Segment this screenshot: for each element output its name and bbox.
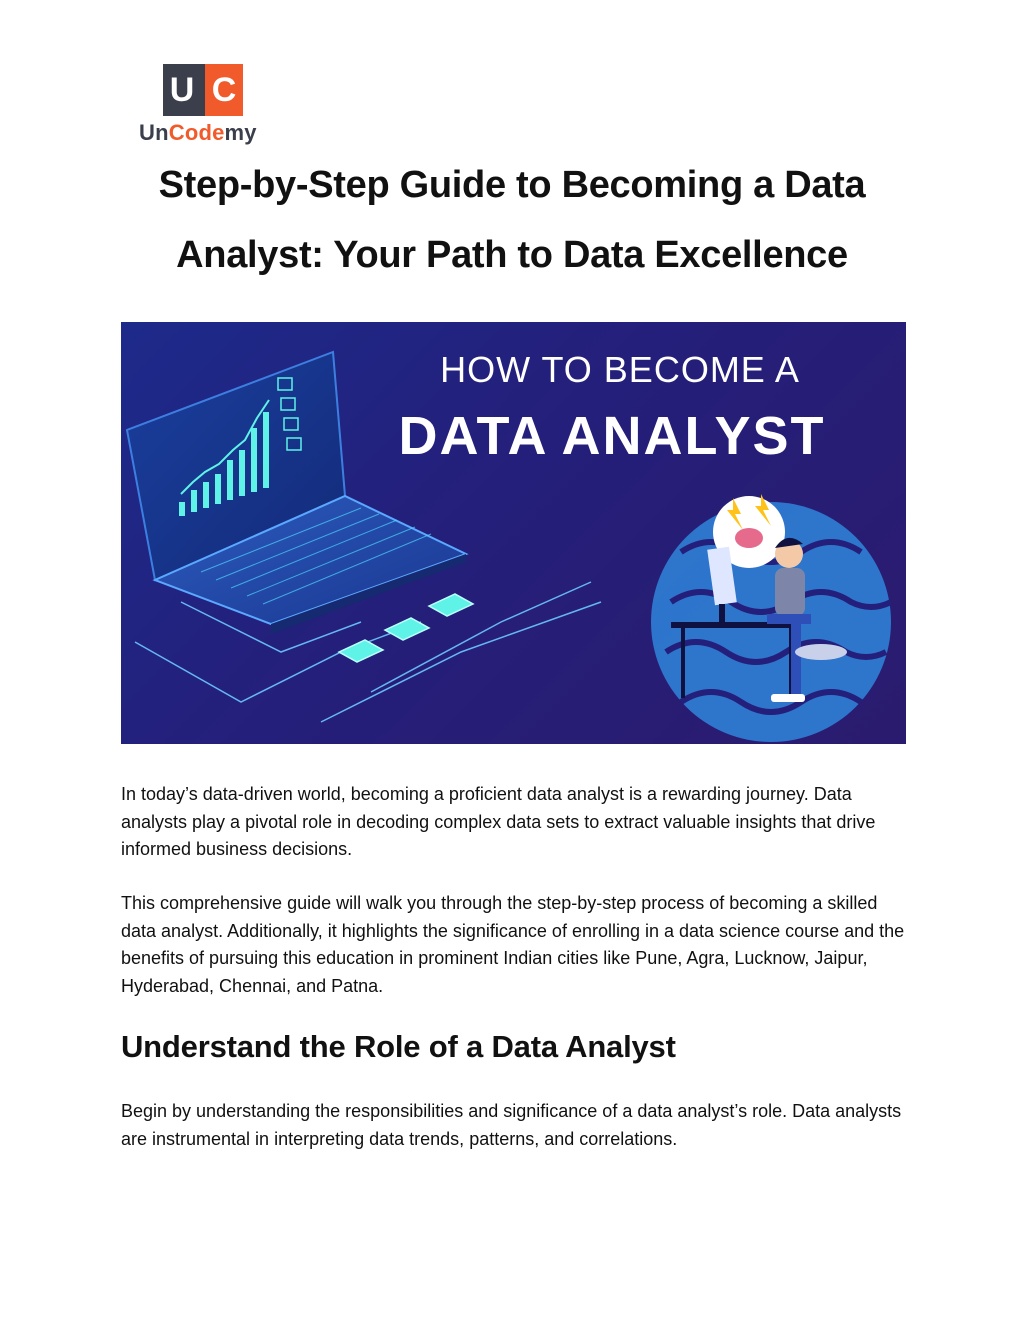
chip-icons — [339, 594, 473, 662]
logo-letter-c: C — [205, 64, 243, 116]
role-paragraph: Begin by understanding the responsibilities and significance of a data analyst’s role. Data analysts are instrumental in interpreting data trends, patterns, and correlations. — [121, 1101, 902, 1149]
section-heading: Understand the Role of a Data Analyst — [121, 1029, 676, 1064]
logo-mark — [163, 64, 273, 116]
logo-letter-u: U — [163, 64, 201, 116]
hero-illustration — [121, 322, 906, 744]
page-title: Step-by-Step Guide to Becoming a Data Analyst: Your Path to Data Excellence — [158, 164, 866, 276]
logo-wordmark-my: my — [224, 120, 257, 145]
hero-line2: DATA ANALYST — [398, 406, 826, 466]
hero-image — [121, 322, 906, 744]
laptop-icon — [127, 352, 466, 634]
intro-paragraph: In today’s data-driven world, becoming a proficient data analyst is a rewarding journey. Data analysts play a pivotal role in decoding complex data sets to extract valuable insights that drive informed business decisions. — [121, 784, 876, 859]
logo-wordmark-code: Code — [168, 120, 225, 145]
hero-line1: HOW TO BECOME A — [440, 349, 800, 390]
logo-wordmark-un: Un — [139, 120, 169, 145]
uncodemy-logo[interactable] — [139, 64, 273, 146]
guide-paragraph: This comprehensive guide will walk you through the step-by-step process of becoming a skilled data analyst. Additionally, it highlights the significance of enrolling in a data science course and the benefits of pursuing this education in prominent Indian cities like Pune, Agra, Lucknow, Jaipur, Hyderabad, Chennai, and Patna. — [121, 893, 905, 996]
logo-wordmark — [139, 120, 257, 146]
